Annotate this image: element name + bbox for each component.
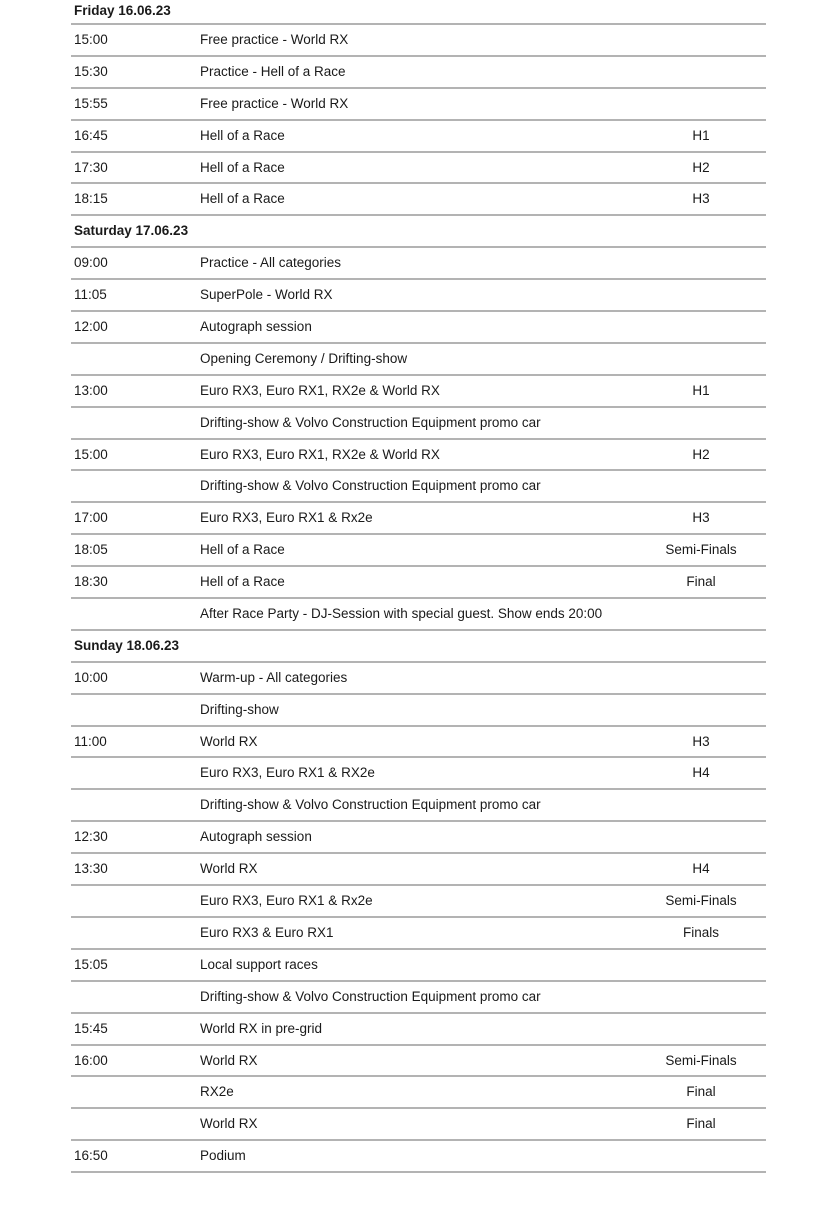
event-heat: Final	[686, 1084, 716, 1100]
event-name: Euro RX3, Euro RX1 & Rx2e	[200, 893, 373, 909]
schedule-row	[71, 663, 766, 695]
event-time: 16:50	[74, 1148, 108, 1164]
event-name: SuperPole - World RX	[200, 287, 333, 303]
event-heat: Semi-Finals	[665, 1052, 737, 1068]
event-name: Drifting-show & Volvo Construction Equipment promo car	[200, 988, 541, 1004]
day-header-row	[71, 631, 766, 663]
event-heat	[631, 822, 771, 852]
schedule-row	[71, 822, 766, 854]
event-name: Opening Ceremony / Drifting-show	[200, 350, 408, 366]
day-label: Sunday 18.06.23	[74, 637, 180, 653]
event-name: Drifting-show & Volvo Construction Equipment promo car	[200, 797, 541, 813]
schedule-row	[71, 248, 766, 280]
schedule-row	[71, 153, 766, 185]
event-time: 11:05	[74, 287, 107, 303]
event-heat	[631, 790, 771, 820]
event-time: 10:00	[74, 669, 108, 685]
event-heat: H1	[692, 127, 710, 143]
event-time: 15:00	[74, 446, 108, 462]
event-heat	[631, 695, 771, 725]
event-heat: H3	[692, 733, 710, 749]
day-header-row	[71, 216, 766, 248]
event-time: 09:00	[74, 255, 108, 271]
event-heat	[631, 248, 771, 278]
schedule-row	[71, 790, 766, 822]
event-name: Local support races	[200, 956, 318, 972]
schedule-row	[71, 408, 766, 440]
schedule-row	[71, 1141, 766, 1173]
event-heat	[631, 280, 771, 310]
event-name: World RX	[200, 861, 258, 877]
event-name: Drifting-show	[200, 701, 279, 717]
schedule-row	[71, 1109, 766, 1141]
event-name: Podium	[200, 1148, 246, 1164]
event-time: 15:55	[74, 95, 108, 111]
event-heat: Semi-Finals	[665, 542, 737, 558]
event-name: Drifting-show & Volvo Construction Equipment promo car	[200, 478, 541, 494]
event-time: 18:05	[74, 542, 108, 558]
day-label: Saturday 17.06.23	[74, 223, 189, 239]
event-heat: Semi-Finals	[665, 893, 737, 909]
event-heat: H4	[692, 861, 710, 877]
schedule-row	[71, 312, 766, 344]
schedule-row	[71, 89, 766, 121]
event-name: RX2e	[200, 1084, 234, 1100]
event-heat	[631, 471, 771, 501]
event-name: Hell of a Race	[200, 127, 285, 143]
event-name: World RX	[200, 733, 258, 749]
event-name: Euro RX3 & Euro RX1	[200, 924, 334, 940]
schedule-row	[71, 1046, 766, 1078]
event-time: 16:00	[74, 1052, 108, 1068]
event-time: 12:30	[74, 829, 108, 845]
event-time: 17:30	[74, 159, 108, 175]
event-time: 15:00	[74, 32, 108, 47]
event-time: 15:05	[74, 956, 108, 972]
day-label: Friday 16.06.23	[74, 3, 171, 18]
event-heat	[631, 982, 771, 1012]
schedule-row	[71, 758, 766, 790]
event-heat: H3	[692, 510, 710, 526]
event-name: Practice - Hell of a Race	[200, 63, 346, 79]
schedule-row	[71, 727, 766, 759]
schedule-row	[71, 982, 766, 1014]
schedule-row	[71, 535, 766, 567]
schedule-row	[71, 25, 766, 57]
schedule-row	[71, 918, 766, 950]
event-time: 11:00	[74, 733, 107, 749]
event-heat	[631, 57, 771, 87]
event-name: Autograph session	[200, 319, 312, 335]
event-heat	[631, 950, 771, 980]
event-name: Warm-up - All categories	[200, 669, 348, 685]
event-heat	[631, 663, 771, 693]
schedule-row	[71, 440, 766, 472]
event-heat	[631, 25, 771, 55]
event-name: Euro RX3, Euro RX1 & RX2e	[200, 765, 375, 781]
schedule-row	[71, 854, 766, 886]
event-name: Practice - All categories	[200, 255, 342, 271]
event-heat	[631, 599, 771, 629]
event-time: 17:00	[74, 510, 108, 526]
event-heat: H3	[692, 191, 710, 207]
event-heat	[631, 1014, 771, 1044]
event-heat: Final	[686, 1116, 716, 1132]
event-name: World RX	[200, 1116, 258, 1132]
schedule-row	[71, 57, 766, 89]
event-name: Hell of a Race	[200, 574, 285, 590]
event-heat	[631, 408, 771, 438]
event-name: Euro RX3, Euro RX1 & Rx2e	[200, 510, 373, 526]
event-time: 18:30	[74, 574, 108, 590]
event-name: Hell of a Race	[200, 542, 285, 558]
event-time: 13:00	[74, 382, 108, 398]
event-time: 13:30	[74, 861, 108, 877]
event-heat: H2	[692, 446, 710, 462]
event-time: 15:45	[74, 1020, 108, 1036]
schedule-row	[71, 599, 766, 631]
schedule-row	[71, 184, 766, 216]
schedule-row	[71, 376, 766, 408]
event-name: Euro RX3, Euro RX1, RX2e & World RX	[200, 446, 440, 462]
event-name: After Race Party - DJ-Session with special guest. Show ends 20:00	[200, 606, 603, 622]
day-header-row	[71, 0, 766, 25]
event-time: 18:15	[74, 191, 108, 207]
event-name: Hell of a Race	[200, 159, 285, 175]
event-time: 15:30	[74, 63, 108, 79]
event-heat: H2	[692, 159, 710, 175]
event-name: Drifting-show & Volvo Construction Equipment promo car	[200, 414, 541, 430]
schedule-row	[71, 503, 766, 535]
event-heat	[631, 1141, 771, 1171]
event-name: Free practice - World RX	[200, 95, 349, 111]
schedule-row	[71, 280, 766, 312]
schedule-row	[71, 1014, 766, 1046]
schedule-row	[71, 1077, 766, 1109]
schedule-row	[71, 950, 766, 982]
event-name: World RX in pre-grid	[200, 1020, 323, 1036]
schedule-row	[71, 344, 766, 376]
event-name: Autograph session	[200, 829, 312, 845]
event-name: Free practice - World RX	[200, 32, 349, 47]
event-time: 12:00	[74, 319, 108, 335]
schedule-row	[71, 471, 766, 503]
event-heat	[631, 312, 771, 342]
schedule-row	[71, 121, 766, 153]
event-name: Hell of a Race	[200, 191, 285, 207]
event-heat	[631, 344, 771, 374]
event-name: Euro RX3, Euro RX1, RX2e & World RX	[200, 382, 440, 398]
event-heat: Finals	[682, 924, 719, 940]
schedule-table	[71, 0, 766, 1173]
schedule-row	[71, 567, 766, 599]
schedule-row	[71, 695, 766, 727]
event-heat	[631, 89, 771, 119]
event-heat: H1	[692, 382, 710, 398]
event-heat: H4	[692, 765, 710, 781]
event-heat: Final	[686, 574, 716, 590]
event-name: World RX	[200, 1052, 258, 1068]
event-time: 16:45	[74, 127, 108, 143]
schedule-row	[71, 886, 766, 918]
